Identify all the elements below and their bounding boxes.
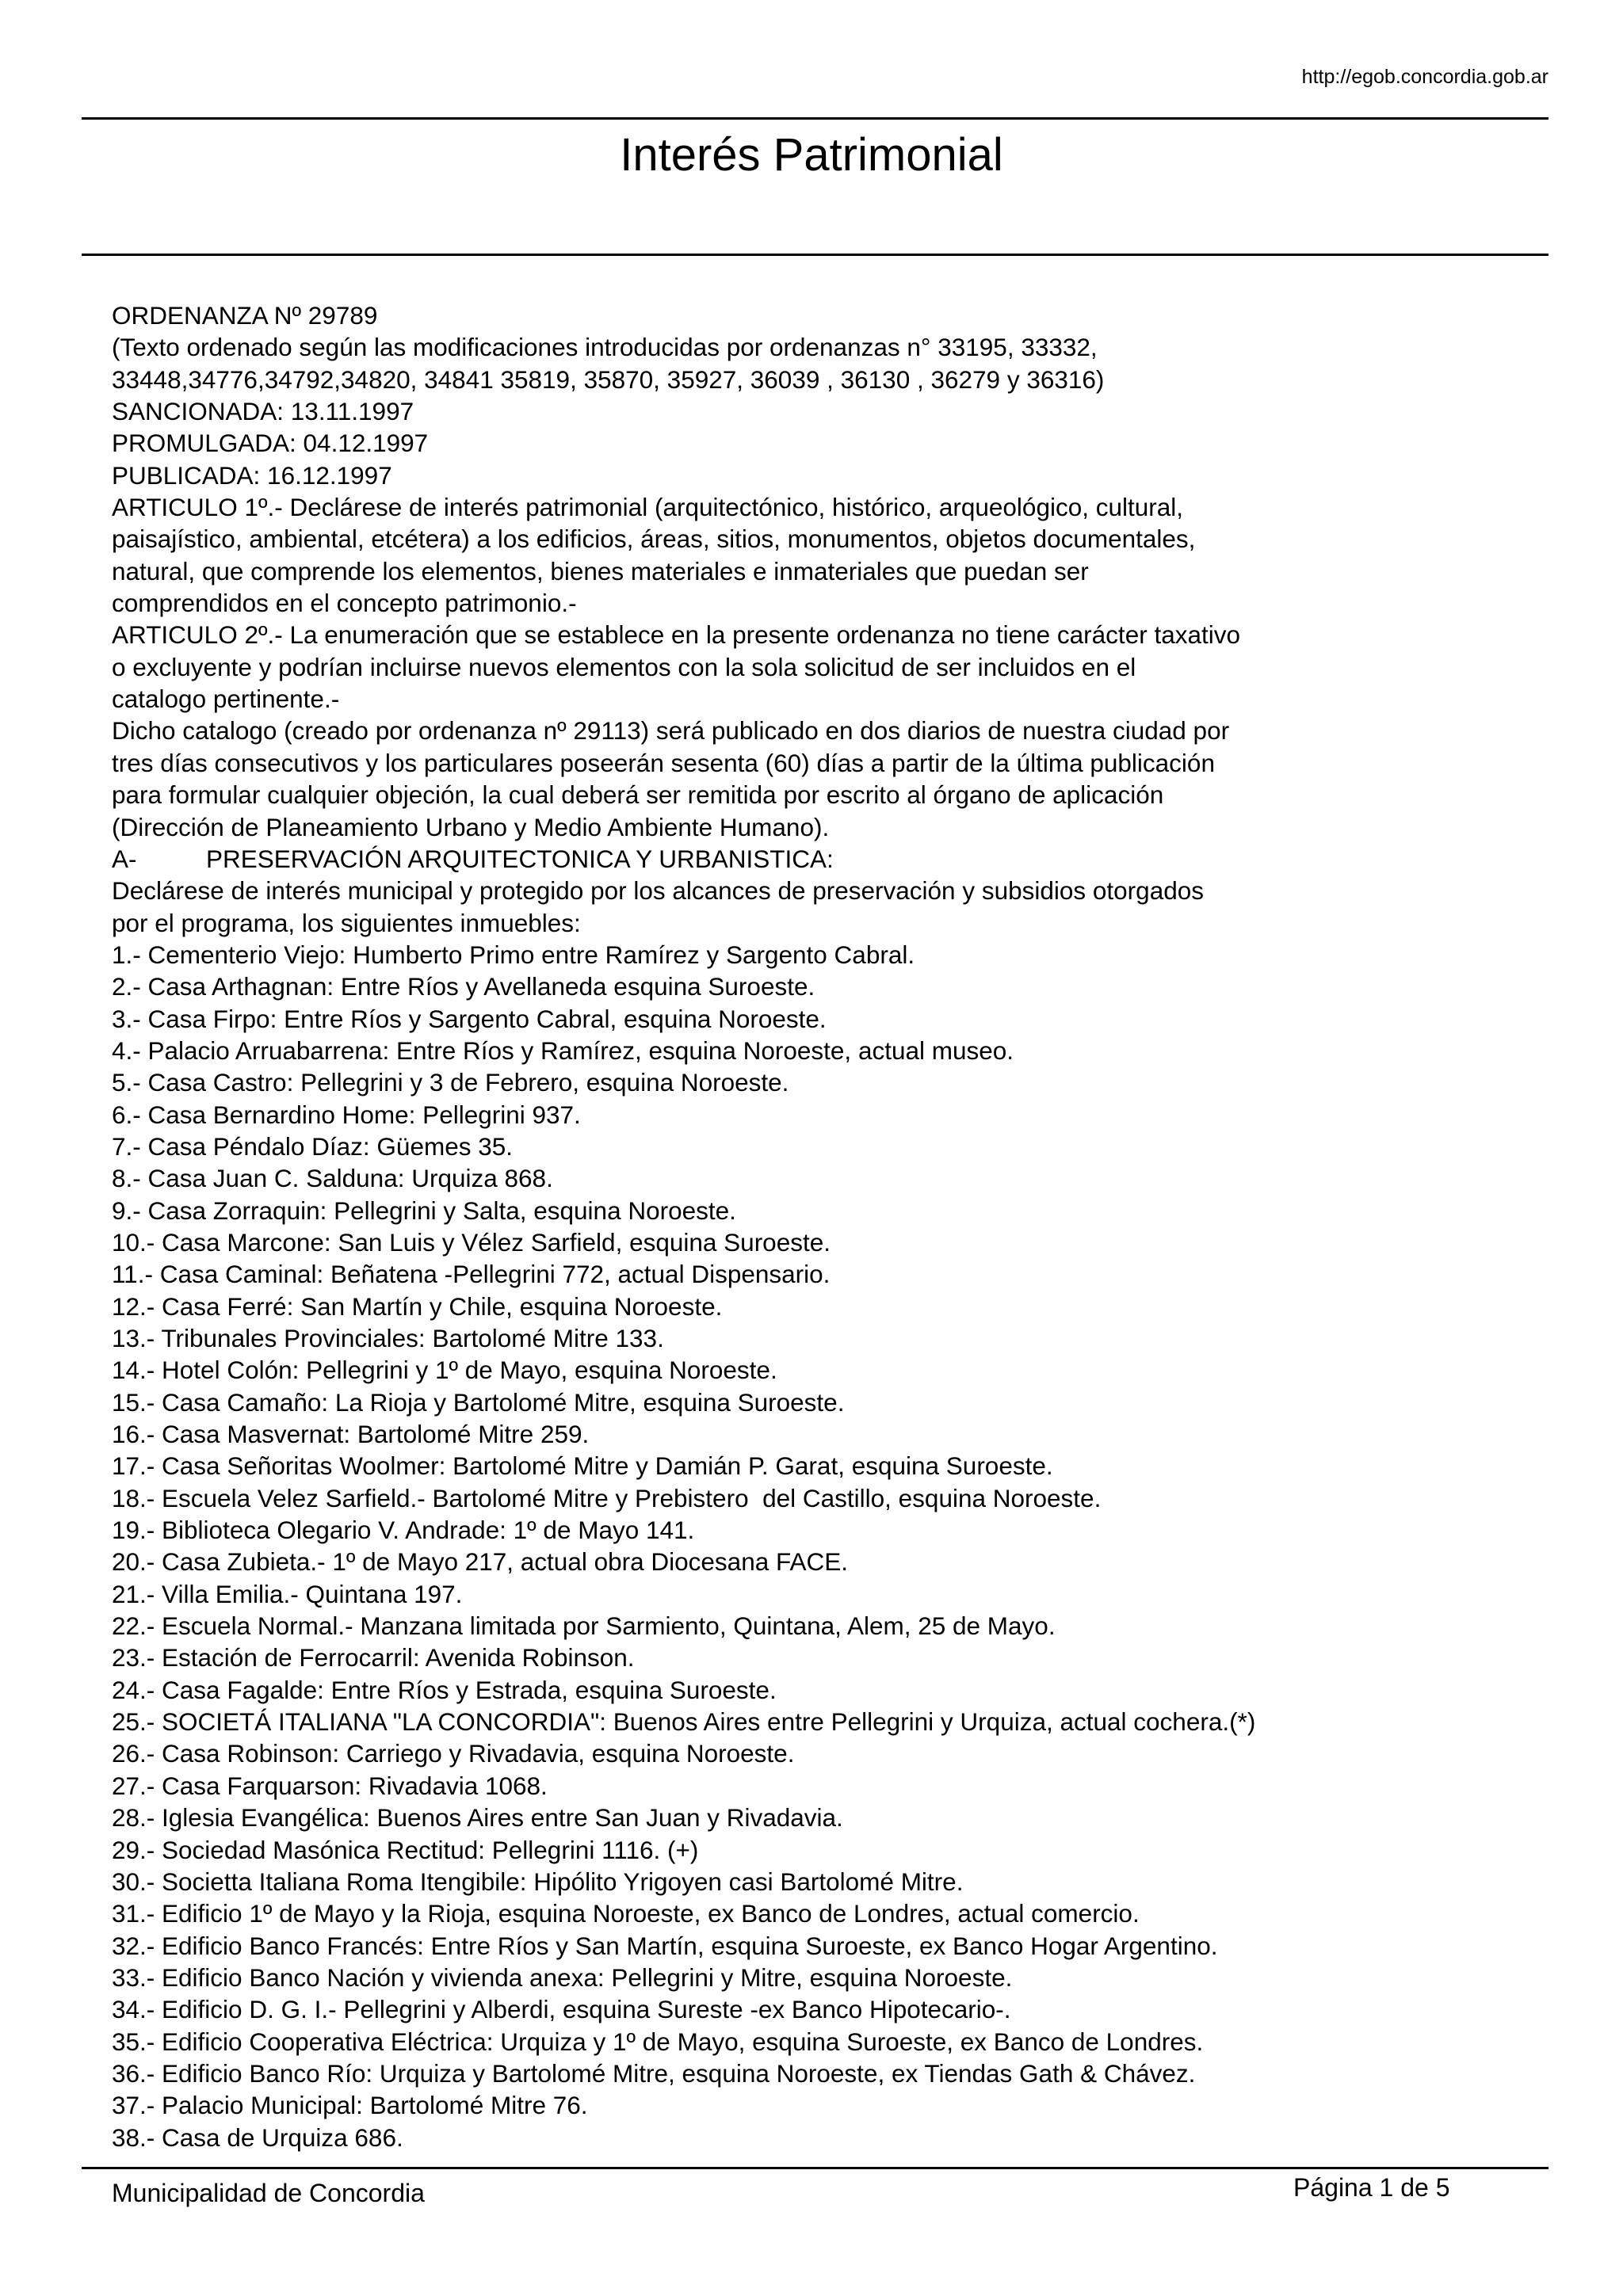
document-body xyxy=(112,299,1538,2153)
body-line: 34.- Edificio D. G. I.- Pellegrini y Alberdi, esquina Sureste -ex Banco Hipotecario-. xyxy=(112,1995,1011,2024)
body-line: 38.- Casa de Urquiza 686. xyxy=(112,2122,403,2152)
body-line: 33448,34776,34792,34820, 34841 35819, 35870, 35927, 36039 , 36130 , 36279 y 36316) xyxy=(112,364,1105,394)
body-line: ARTICULO 1º.- Declárese de interés patrimonial (arquitectónico, histórico, arqueológico, cultural, xyxy=(112,493,1184,522)
body-line: 2.- Casa Arthagnan: Entre Ríos y Avellaneda esquina Suroeste. xyxy=(112,972,815,1001)
body-line: 35.- Edificio Cooperativa Eléctrica: Urquiza y 1º de Mayo, esquina Suroeste, ex Banco de Londres. xyxy=(112,2027,1204,2056)
body-line: para formular cualquier objeción, la cual deberá ser remitida por escrito al órgano de aplicación xyxy=(112,780,1164,810)
body-line: paisajístico, ambiental, etcétera) a los edificios, áreas, sitios, monumentos, objetos documentales, xyxy=(112,524,1196,554)
body-line: tres días consecutivos y los particulares poseerán sesenta (60) días a partir de la última publicación xyxy=(112,748,1215,777)
page-title: Interés Patrimonial xyxy=(620,129,1003,181)
header-top-rule xyxy=(82,117,1549,120)
body-line: o excluyente y podrían incluirse nuevos elementos con la sola solicitud de ser incluidos en el xyxy=(112,652,1136,681)
body-line: SANCIONADA: 13.11.1997 xyxy=(112,397,414,426)
body-line: 3.- Casa Firpo: Entre Ríos y Sargento Cabral, esquina Noroeste. xyxy=(112,1004,827,1033)
body-line: 14.- Hotel Colón: Pellegrini y 1º de Mayo, esquina Noroeste. xyxy=(112,1356,777,1385)
body-line: (Dirección de Planeamiento Urbano y Medio Ambiente Humano). xyxy=(112,812,830,841)
body-line: 20.- Casa Zubieta.- 1º de Mayo 217, actual obra Diocesana FACE. xyxy=(112,1547,849,1577)
body-line: 9.- Casa Zorraquin: Pellegrini y Salta, esquina Noroeste. xyxy=(112,1196,736,1225)
body-line: 28.- Iglesia Evangélica: Buenos Aires entre San Juan y Rivadavia. xyxy=(112,1803,843,1833)
footer-page-number: Página 1 de 5 xyxy=(1293,2173,1450,2202)
body-line: 6.- Casa Bernardino Home: Pellegrini 937. xyxy=(112,1100,581,1129)
body-line: ORDENANZA Nº 29789 xyxy=(112,301,378,330)
header-url: http://egob.concordia.gob.ar xyxy=(1301,66,1549,88)
body-line: 8.- Casa Juan C. Salduna: Urquiza 868. xyxy=(112,1164,553,1193)
body-line: 16.- Casa Masvernat: Bartolomé Mitre 259. xyxy=(112,1420,590,1449)
footer-rule xyxy=(82,2167,1549,2169)
body-line: 32.- Edificio Banco Francés: Entre Ríos y San Martín, esquina Suroeste, ex Banco Hogar Argentino. xyxy=(112,1931,1218,1960)
body-line: comprendidos en el concepto patrimonio.- xyxy=(112,589,577,618)
body-line: PROMULGADA: 04.12.1997 xyxy=(112,429,429,458)
body-line: 37.- Palacio Municipal: Bartolomé Mitre 76. xyxy=(112,2091,588,2120)
body-line: 12.- Casa Ferré: San Martín y Chile, esquina Noroeste. xyxy=(112,1291,723,1321)
body-line: 4.- Palacio Arruabarrena: Entre Ríos y Ramírez, esquina Noroeste, actual museo. xyxy=(112,1035,1014,1065)
body-line: catalogo pertinente.- xyxy=(112,685,340,714)
body-line: 30.- Societta Italiana Roma Itengibile: Hipólito Yrigoyen casi Bartolomé Mitre. xyxy=(112,1867,964,1896)
footer-organization: Municipalidad de Concordia xyxy=(112,2179,425,2207)
body-line: 23.- Estación de Ferrocarril: Avenida Robinson. xyxy=(112,1643,635,1672)
body-line: 5.- Casa Castro: Pellegrini y 3 de Febrero, esquina Noroeste. xyxy=(112,1068,789,1097)
body-line: Declárese de interés municipal y protegido por los alcances de preservación y subsidios otorgados xyxy=(112,876,1205,906)
body-line: 21.- Villa Emilia.- Quintana 197. xyxy=(112,1579,463,1608)
header-bottom-rule xyxy=(82,254,1549,256)
body-line: 26.- Casa Robinson: Carriego y Rivadavia, esquina Noroeste. xyxy=(112,1739,795,1768)
body-line: 15.- Casa Camaño: La Rioja y Bartolomé Mitre, esquina Suroeste. xyxy=(112,1387,845,1417)
body-line: PUBLICADA: 16.12.1997 xyxy=(112,460,392,490)
body-line: 24.- Casa Fagalde: Entre Ríos y Estrada, esquina Suroeste. xyxy=(112,1675,777,1704)
body-line: ARTICULO 2º.- La enumeración que se establece en la presente ordenanza no tiene carácter taxativo xyxy=(112,620,1241,650)
body-line: por el programa, los siguientes inmuebles: xyxy=(112,908,581,937)
body-line: 10.- Casa Marcone: San Luis y Vélez Sarfield, esquina Suroeste. xyxy=(112,1227,831,1257)
body-line: (Texto ordenado según las modificaciones introducidas por ordenanzas n° 33195, 33332, xyxy=(112,333,1098,362)
body-line: 17.- Casa Señoritas Woolmer: Bartolomé Mitre y Damián P. Garat, esquina Suroeste. xyxy=(112,1451,1053,1481)
body-line: 33.- Edificio Banco Nación y vivienda anexa: Pellegrini y Mitre, esquina Noroeste. xyxy=(112,1962,1013,1992)
body-line: Dicho catalogo (creado por ordenanza nº 29113) será publicado en dos diarios de nuestra ciudad por xyxy=(112,716,1230,746)
body-line: 25.- SOCIETÁ ITALIANA "LA CONCORDIA": Buenos Aires entre Pellegrini y Urquiza, actual cochera.(*) xyxy=(112,1707,1256,1737)
body-line: 7.- Casa Péndalo Díaz: Güemes 35. xyxy=(112,1131,514,1161)
body-line: 19.- Biblioteca Olegario V. Andrade: 1º de Mayo 141. xyxy=(112,1516,695,1545)
body-line: 1.- Cementerio Viejo: Humberto Primo entre Ramírez y Sargento Cabral. xyxy=(112,940,915,969)
body-line: 27.- Casa Farquarson: Rivadavia 1068. xyxy=(112,1771,548,1800)
body-line: natural, que comprende los elementos, bienes materiales e inmateriales que puedan ser xyxy=(112,556,1089,585)
body-line: 29.- Sociedad Masónica Rectitud: Pellegrini 1116. (+) xyxy=(112,1835,699,1864)
body-line: 13.- Tribunales Provinciales: Bartolomé Mitre 133. xyxy=(112,1324,664,1352)
body-line: 22.- Escuela Normal.- Manzana limitada por Sarmiento, Quintana, Alem, 25 de Mayo. xyxy=(112,1611,1056,1641)
body-line: A- PRESERVACIÓN ARQUITECTONICA Y URBANISTICA: xyxy=(112,844,834,873)
body-line: 36.- Edificio Banco Río: Urquiza y Bartolomé Mitre, esquina Noroeste, ex Tiendas Gath & Chávez. xyxy=(112,2058,1196,2088)
body-line: 31.- Edificio 1º de Mayo y la Rioja, esquina Noroeste, ex Banco de Londres, actual comercio. xyxy=(112,1899,1140,1928)
body-line: 18.- Escuela Velez Sarfield.- Bartolomé Mitre y Prebistero del Castillo, esquina Noroeste. xyxy=(112,1483,1102,1512)
body-line: 11.- Casa Caminal: Beñatena -Pellegrini 772, actual Dispensario. xyxy=(112,1260,831,1289)
